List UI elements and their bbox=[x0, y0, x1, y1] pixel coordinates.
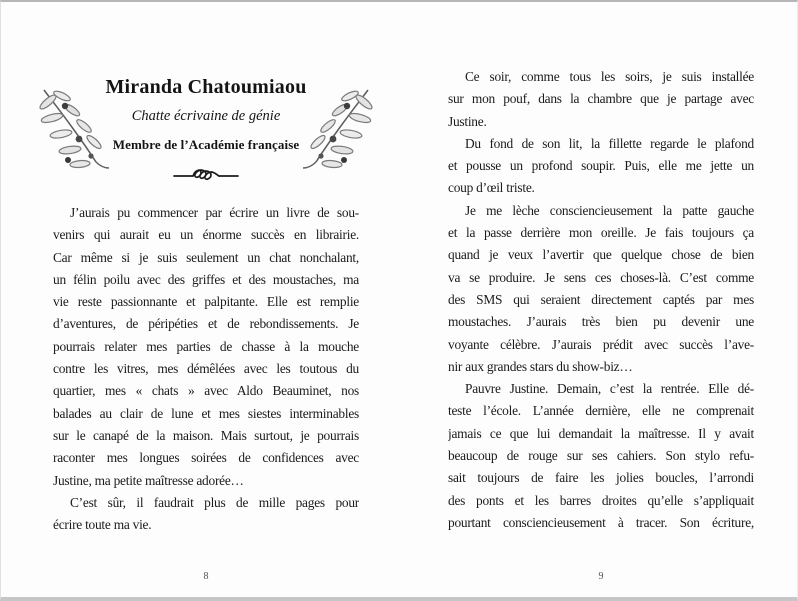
paragraph bbox=[448, 66, 754, 133]
text-line: sur le canapé de la maison. Mais surtout, je pourrais bbox=[53, 427, 359, 443]
text-line: teste l’école. L’année dernière, elle ne comprenait bbox=[448, 403, 754, 419]
text-line: d’aventures, de péripéties et de rebondissements. Je bbox=[53, 316, 359, 332]
text-line: coup d’œil triste. bbox=[448, 180, 535, 196]
text-line: Car même si je suis seulement un chat nonchalant, bbox=[53, 249, 359, 265]
author-affiliation: Membre de l’Académie française bbox=[112, 137, 300, 152]
text-line: beaucoup de rouge sur ses cahiers. Son stylo refu- bbox=[448, 448, 754, 464]
text-line: Ce soir, comme tous les soirs, je suis installée bbox=[465, 69, 754, 84]
text-line: des SMS qui seraient directement captés par mes bbox=[448, 291, 754, 307]
page-number-left: 8 bbox=[203, 571, 209, 582]
text-line: vie reste passionnante et palpitante. Elle est remplie bbox=[53, 294, 359, 310]
text-line: un félin poilu avec des griffes et des moustaches, ma bbox=[53, 271, 359, 287]
section-divider bbox=[53, 167, 359, 188]
text-line: écrire toute ma vie. bbox=[53, 517, 152, 533]
text-line: et pousse un profond soupir. Puis, elle me jette un bbox=[448, 158, 754, 174]
text-line: moustaches. J’aurais très bien pu devenir une bbox=[448, 314, 754, 330]
author-role: Chatte écrivaine de génie bbox=[131, 108, 281, 124]
author-name: Miranda Chatoumiaou bbox=[105, 76, 307, 98]
text-line: Du fond de son lit, la fillette regarde le plafond bbox=[465, 135, 754, 151]
text-line: raconter mes longues soirées de confidences avec bbox=[53, 450, 359, 466]
text-line: quand je veux l’avertir que quelque chose de bien bbox=[448, 247, 754, 263]
text-line: Je me lèche consciencieusement la patte gauche bbox=[465, 202, 754, 218]
text-line: nir aux grandes stars du show-biz… bbox=[448, 358, 633, 374]
paragraph bbox=[53, 202, 359, 492]
text-line: J’aurais pu commencer par écrire un livre de sou- bbox=[70, 205, 359, 220]
text-line: pourrais relater mes parties de chasse à la mouche bbox=[53, 338, 359, 354]
text-line: Pauvre Justine. Demain, c’est la rentrée. Elle dé- bbox=[465, 381, 754, 397]
paragraph bbox=[53, 492, 359, 537]
page-right bbox=[448, 2, 754, 597]
text-line: sait toujours de faire les jolies boucles, l’arrondi bbox=[448, 470, 754, 486]
page-body-text bbox=[448, 66, 754, 534]
text-line: C’est sûr, il faudrait plus de mille pages pour bbox=[70, 494, 359, 510]
text-line: pourtant consciencieusement à tracer. Son écriture, bbox=[448, 514, 754, 530]
text-line: va se produire. Je sens ces choses-là. C’est comme bbox=[448, 269, 754, 285]
page-body-text bbox=[53, 202, 359, 536]
paragraph bbox=[448, 200, 754, 378]
rope-knot-divider-icon bbox=[173, 167, 239, 183]
chapter-header bbox=[53, 76, 359, 188]
text-line: contre les vitres, mes démêlées avec les toutous du bbox=[53, 361, 359, 377]
text-line: Justine. bbox=[448, 113, 487, 129]
text-line: Justine, ma petite maîtresse adorée… bbox=[53, 472, 244, 488]
text-line: voyante célèbre. J’aurais prédit avec succès l’ave- bbox=[448, 336, 754, 352]
text-line: balades au clair de lune et mes siestes interminables bbox=[53, 405, 359, 421]
page-left bbox=[53, 2, 359, 597]
text-line: et la passe derrière mon oreille. Je fais toujours ça bbox=[448, 225, 754, 241]
text-line: quartier, mes « chats » avec Aldo Beauminet, nos bbox=[53, 383, 359, 399]
text-line: des ponts et les barres droites qu’elle s’appliquait bbox=[448, 492, 754, 508]
paragraph bbox=[448, 378, 754, 534]
paragraph bbox=[448, 133, 754, 200]
page-number-right: 9 bbox=[598, 571, 604, 582]
text-line: jamais ce que lui demandait la maîtresse. Il y avait bbox=[448, 425, 754, 441]
text-line: venirs qui aurait eu un énorme succès en librairie. bbox=[53, 227, 359, 243]
text-line: sur mon pouf, dans la chambre que je partage avec bbox=[448, 91, 754, 107]
